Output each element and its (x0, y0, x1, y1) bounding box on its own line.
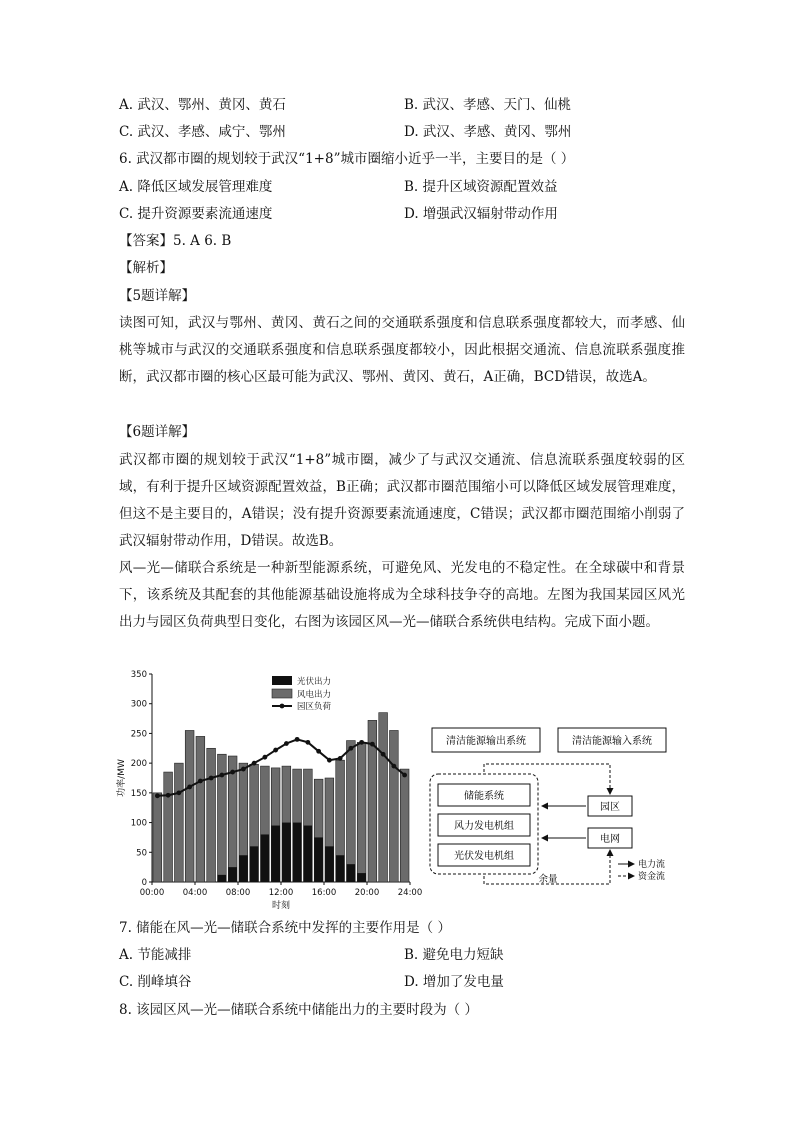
q7-stem: 7. 储能在风—光—储联合系统中发挥的主要作用是（ ） (119, 920, 451, 936)
answer-line: 【答案】5. A 6. B (119, 233, 232, 249)
q6-option-d: D. 增强武汉辐射带动作用 (404, 206, 558, 222)
q6-detail-heading: 【6题详解】 (119, 424, 196, 440)
q7-option-a: A. 节能减排 (119, 947, 192, 963)
load-point (381, 752, 386, 757)
q8-stem: 8. 该园区风—光—储联合系统中储能出力的主要时段为（ ） (119, 1002, 478, 1018)
intro-paragraph: 风—光—储联合系统是一种新型能源系统，可避免风、光发电的不稳定性。在全球碳中和背景下，该系统及其配套的其他能源基础设施将成为全球科技争夺的高地。左图为我国某园区风光出力与园区负荷典型日变化，右图为该园区风—光—储联合系统供电结构。完成下面小题。 (119, 560, 685, 630)
wind-bar (207, 748, 216, 882)
load-point (252, 761, 257, 766)
wind-bar (228, 756, 237, 882)
wind-bar (153, 793, 162, 882)
x-tick-label: 12:00 (268, 888, 294, 898)
pv-bar (228, 867, 237, 882)
y-tick-label: 250 (130, 729, 147, 740)
y-tick-label: 0 (141, 878, 147, 888)
wind-bar (164, 772, 173, 882)
q6-option-b: B. 提升区域资源配置效益 (404, 179, 558, 195)
x-tick-label: 20:00 (354, 888, 380, 898)
load-point (155, 793, 160, 798)
load-point (198, 779, 203, 784)
output-system-label: 清洁能源输出系统 (446, 736, 526, 747)
pv-bar (218, 875, 227, 882)
pv-bar (325, 846, 334, 882)
legend-wind-label: 风电出力 (297, 690, 332, 700)
power-load-chart-svg (112, 664, 422, 912)
x-tick-label: 00:00 (139, 888, 165, 898)
q7-option-b: B. 避免电力短缺 (404, 947, 504, 963)
pv-bar (261, 834, 270, 882)
y-tick-label: 150 (130, 788, 147, 799)
q6-stem: 6. 武汉都市圈的规划较于武汉“1+8”城市圈缩小近乎一半，主要目的是（ ） (119, 151, 575, 167)
wind-bar (390, 730, 399, 882)
wind-units-label: 风力发电机组 (454, 821, 514, 832)
supply-structure-svg (428, 724, 686, 894)
x-axis-label: 时刻 (271, 901, 291, 911)
input-system-label: 清洁能源输入系统 (572, 736, 652, 747)
power-load-chart (112, 664, 422, 912)
legend-load-label: 园区负荷 (297, 702, 332, 712)
supply-structure-diagram (428, 724, 686, 894)
y-tick-label: 350 (130, 670, 147, 680)
pv-bar (336, 855, 345, 882)
pv-bar (250, 846, 259, 882)
pv-bar (282, 823, 291, 882)
x-tick-label: 08:00 (225, 888, 251, 898)
pv-bar (347, 864, 356, 882)
wind-bar (400, 769, 409, 882)
park-label: 园区 (600, 802, 620, 813)
load-point (327, 758, 332, 763)
load-point (166, 793, 171, 798)
wind-bar (196, 736, 205, 882)
q5-detail-text: 读图可知，武汉与鄂州、黄冈、黄石之间的交通联系强度和信息联系强度都较大，而孝感、仙桃等城市与武汉的交通联系强度和信息联系强度都较小，因此根据交通流、信息流联系强度推断，武汉都市圈的核心区最可能为武汉、鄂州、黄冈、黄石，A正确，BCD错误，故选A。 (119, 315, 685, 385)
q5-option-c: C. 武汉、孝感、咸宁、鄂州 (119, 124, 286, 140)
surplus-label: 余量 (538, 874, 558, 885)
load-point (348, 746, 353, 751)
wind-bar (357, 742, 366, 882)
pv-bar (304, 826, 313, 882)
wind-bar (379, 713, 388, 882)
load-point (402, 773, 407, 778)
wind-bar (347, 741, 356, 882)
load-point (295, 737, 300, 742)
load-point (359, 740, 364, 745)
load-line (157, 739, 404, 795)
q6-detail-text: 武汉都市圈的规划较于武汉“1+8”城市圈，减少了与武汉交通流、信息流联系强度较弱的区域，有利于提升区域资源配置效益，B正确；武汉都市圈范围缩小可以降低区域发展管理难度，但这不是主要目的，A错误；没有提升资源要素流通速度，C错误；武汉都市圈范围缩小削弱了武汉辐射带动作用，D错误。故选B。 (119, 452, 685, 549)
pv-bar (271, 826, 280, 882)
y-tick-label: 100 (130, 818, 147, 829)
y-tick-label: 200 (130, 759, 147, 770)
legend-power-label: 电力流 (638, 860, 666, 870)
legend-wind-swatch (272, 689, 292, 698)
x-tick-label: 04:00 (182, 888, 208, 898)
q7-option-d: D. 增加了发电量 (404, 974, 504, 990)
pv-bar (293, 823, 302, 882)
q5-option-b: B. 武汉、孝感、天门、仙桃 (404, 97, 572, 113)
q6-option-a: A. 降低区域发展管理难度 (119, 179, 273, 195)
pv-units-label: 光伏发电机组 (454, 851, 514, 862)
x-tick-label: 24:00 (397, 888, 422, 898)
wind-bar (175, 763, 184, 882)
analysis-heading: 【解析】 (119, 260, 173, 276)
load-point (262, 755, 267, 760)
q6-option-c: C. 提升资源要素流通速度 (119, 206, 273, 222)
load-point (391, 764, 396, 769)
load-point (284, 741, 289, 746)
load-point (176, 790, 181, 795)
legend-money-label: 资金流 (638, 872, 666, 882)
y-tick-label: 50 (136, 848, 147, 859)
load-point (230, 770, 235, 775)
wind-bar (185, 730, 194, 882)
load-point (305, 740, 310, 745)
grid-label: 电网 (600, 834, 620, 845)
pv-bar (314, 837, 323, 882)
load-point (338, 756, 343, 761)
storage-label: 储能系统 (464, 791, 504, 802)
load-point (209, 776, 214, 781)
y-axis-label: 功率/MW (117, 759, 127, 797)
load-point (219, 773, 224, 778)
y-tick-label: 300 (130, 699, 147, 710)
load-point (370, 742, 375, 747)
q5-option-a: A. 武汉、鄂州、黄冈、黄石 (119, 97, 286, 113)
pv-bar (357, 873, 366, 882)
load-point (273, 748, 278, 753)
x-tick-label: 16:00 (311, 888, 337, 898)
q7-option-c: C. 削峰填谷 (119, 974, 192, 990)
legend-pv-swatch (272, 676, 292, 685)
load-point (241, 767, 246, 772)
legend-pv-label: 光伏出力 (297, 677, 332, 687)
q5-detail-heading: 【5题详解】 (119, 288, 196, 304)
load-point (187, 785, 192, 790)
pv-bar (239, 855, 248, 882)
load-point (316, 749, 321, 754)
legend-load-marker (280, 704, 285, 709)
q5-option-d: D. 武汉、孝感、黄冈、鄂州 (404, 124, 572, 140)
